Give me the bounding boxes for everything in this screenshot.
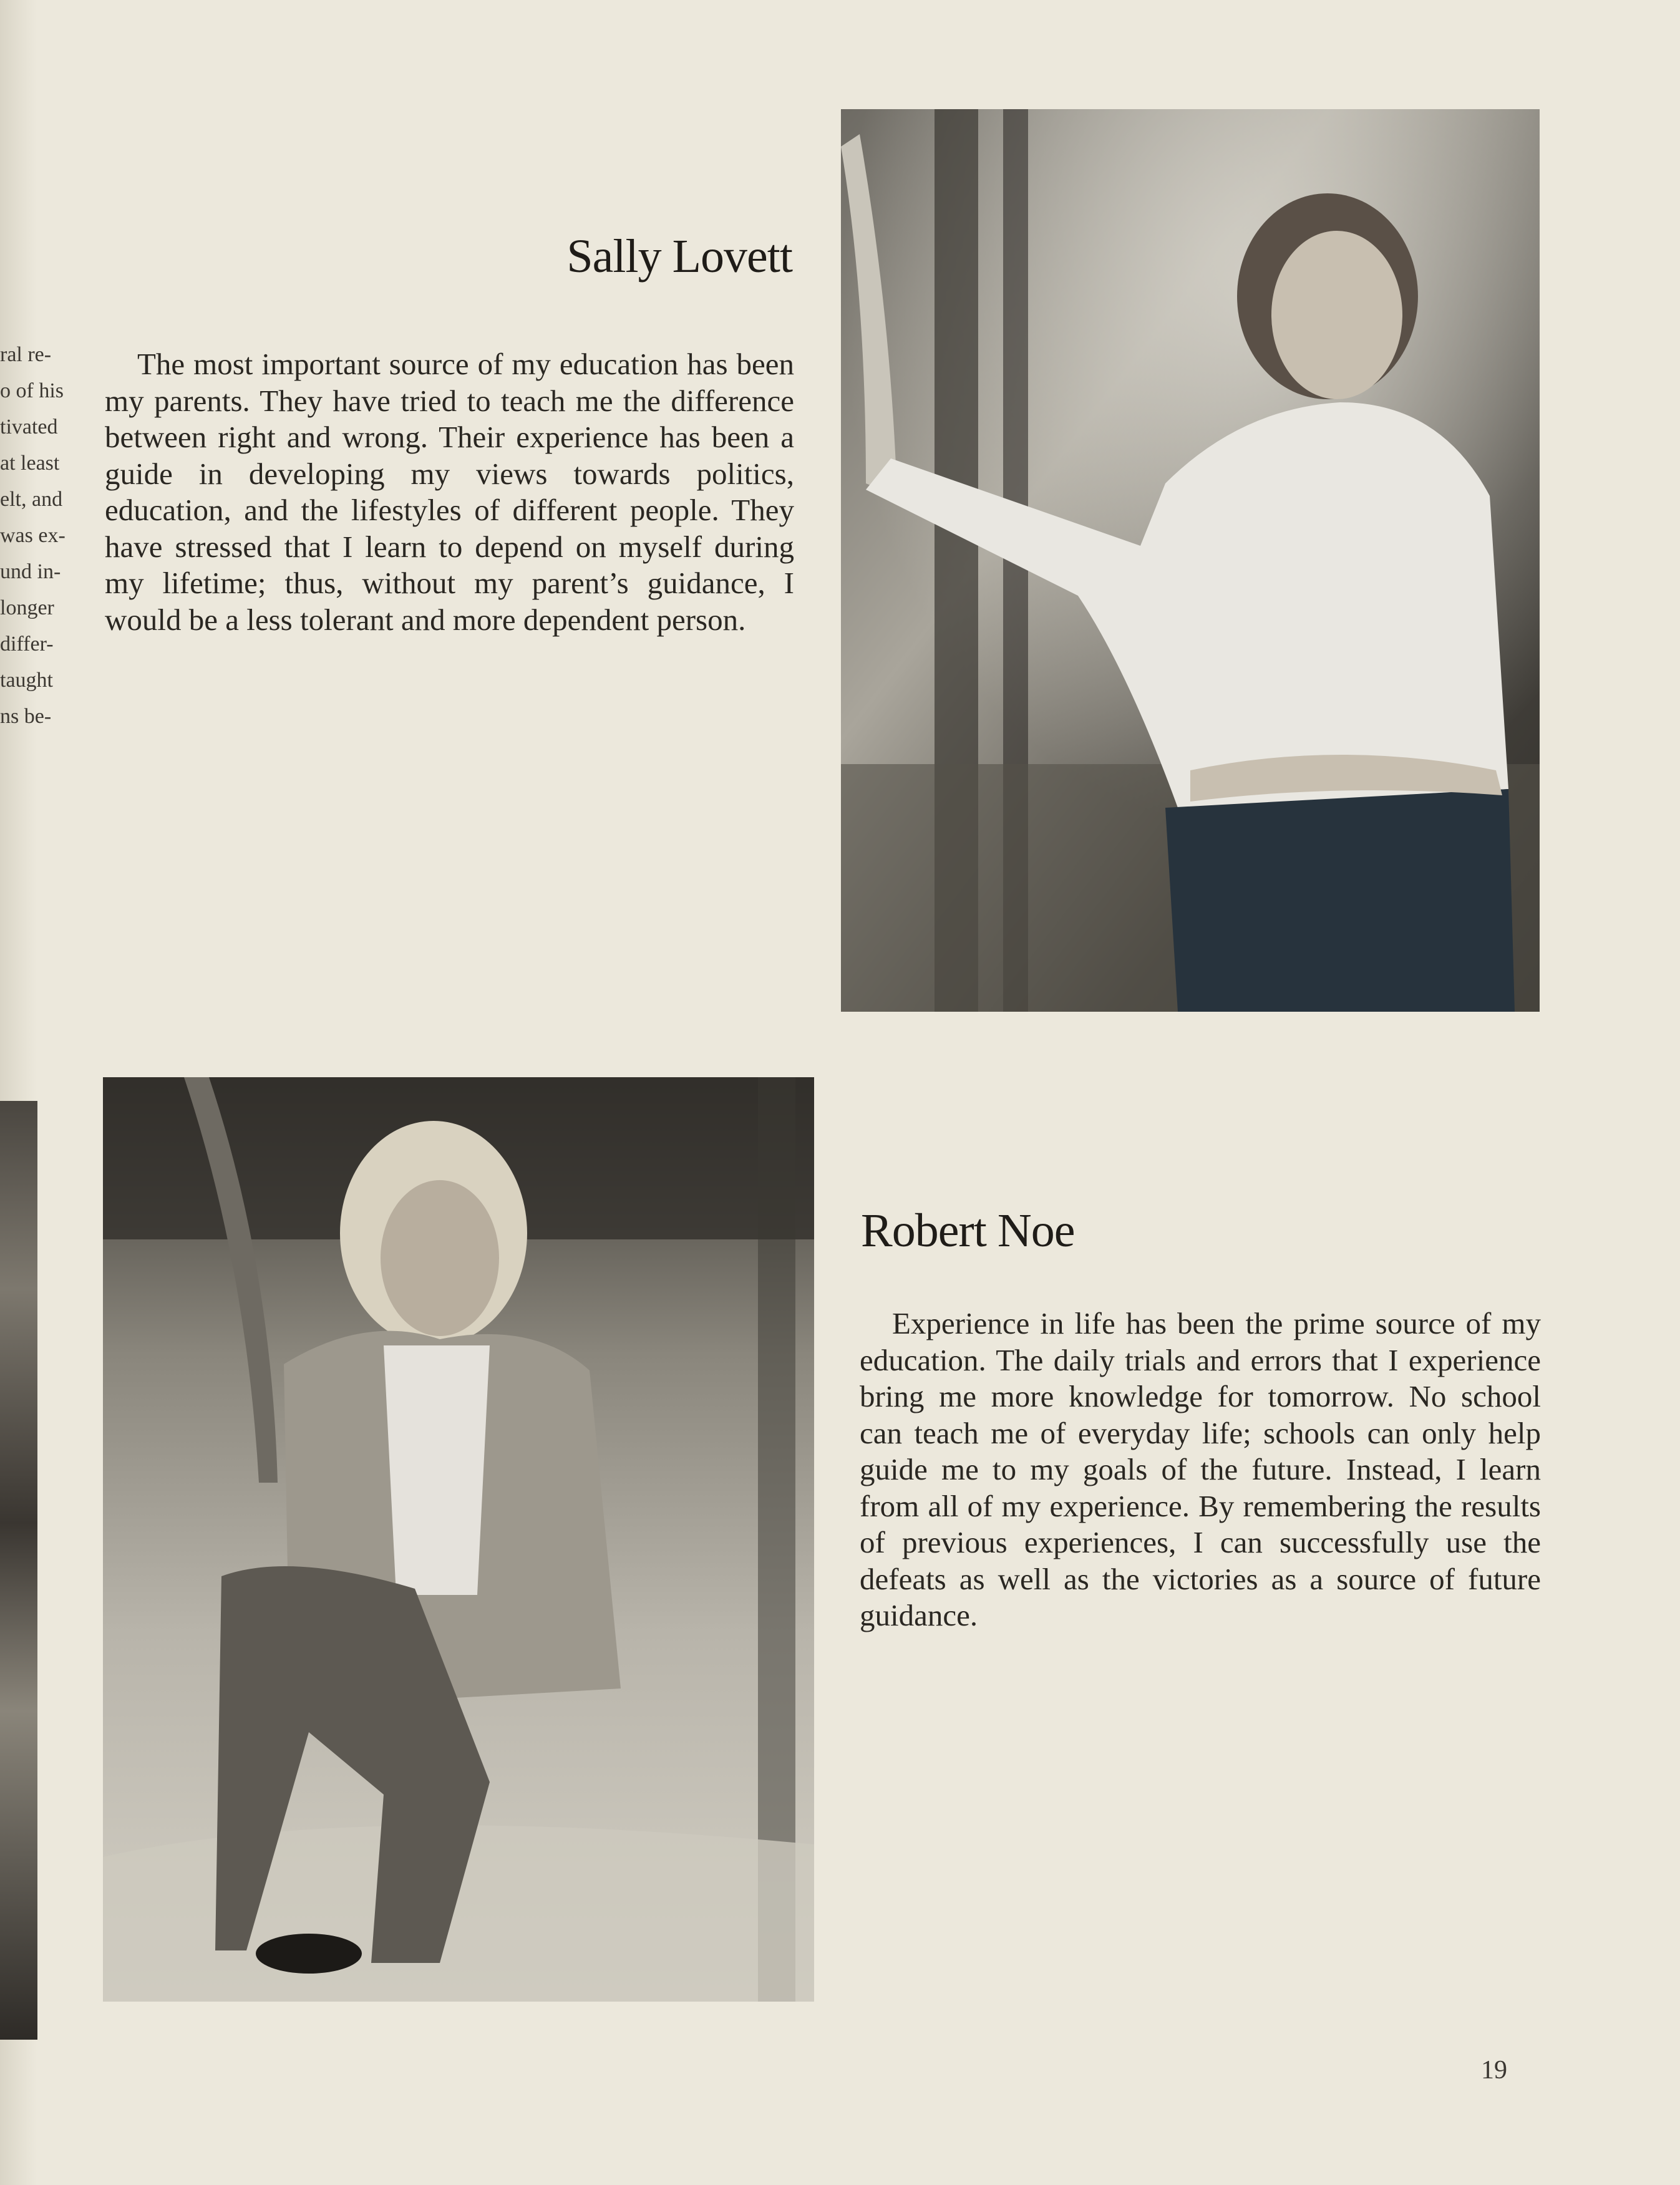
gutter-fragment: taught xyxy=(0,669,53,692)
gutter-fragment: tivated xyxy=(0,415,58,438)
gutter-fragment: at least xyxy=(0,452,60,475)
facing-page-text-fragments xyxy=(0,337,66,735)
gutter-fragment: elt, and xyxy=(0,488,63,511)
page-number: 19 xyxy=(1481,2056,1507,2085)
portrait-photo-man-icon xyxy=(103,1077,814,2002)
portrait-photo-woman-icon xyxy=(841,109,1540,1012)
gutter-fragment: o of his xyxy=(0,379,64,402)
gutter-fragment: ral re- xyxy=(0,343,52,366)
facing-page-photo-edge xyxy=(0,1101,37,2040)
profile-essay-robert: Experience in life has been the prime source of my education. The daily trials and errors that I experience bring me more knowledge for tomorrow. No school can teach me of everyday life; schools can only help guide me to my goals of the future. Instead, I learn from all of my experience. By remembering the results of previous experiences, I can successfully use the defeats as well as the victories as a source of future guidance. xyxy=(860,1306,1541,1632)
profile-name-sally: Sally Lovett xyxy=(566,230,792,283)
gutter-fragment: longer xyxy=(0,596,54,619)
gutter-fragment: was ex- xyxy=(0,524,66,547)
profile-essay-sally: The most important source of my education has been my parents. They have tried to teach me the difference between right and wrong. Their experience has been a guide in developing my views towards politics, education, and the lifestyles of different people. They have stressed that I learn to depend on myself during my lifetime; thus, without my parent’s guidance, I would be a less tolerant and more dependent person. xyxy=(105,347,794,637)
gutter-fragment: differ- xyxy=(0,632,54,656)
gutter-fragment: und in- xyxy=(0,560,61,583)
profile-name-robert: Robert Noe xyxy=(861,1204,1075,1257)
gutter-fragment: ns be- xyxy=(0,705,52,728)
